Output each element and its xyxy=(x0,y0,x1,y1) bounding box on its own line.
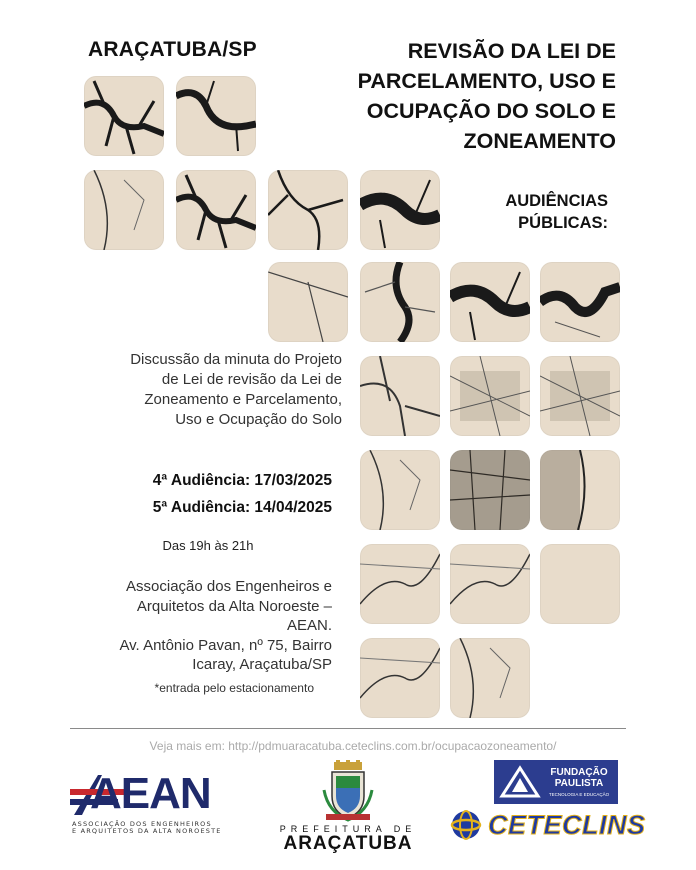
map-tile-r2-c1 xyxy=(84,170,164,250)
map-fragment-icon xyxy=(450,544,530,624)
map-tile-r5-c3 xyxy=(360,450,440,530)
map-fragment-icon xyxy=(360,450,440,530)
fundacao-paulista-logo xyxy=(494,760,618,804)
aean-logo xyxy=(68,765,228,837)
map-fragment-icon xyxy=(540,450,620,530)
map-tile-r1-c1 xyxy=(84,76,164,156)
prefeitura-city: ARAÇATUBA xyxy=(283,833,413,854)
fundacao-subtitle: TECNOLOGIA E EDUCAÇÃO xyxy=(548,792,610,797)
fundacao-title-line: PAULISTA xyxy=(554,778,604,789)
map-fragment-icon xyxy=(540,356,620,436)
map-tile-r3-c4 xyxy=(450,262,530,342)
map-tile-r5-c5 xyxy=(540,450,620,530)
map-tile-r7-c3 xyxy=(360,638,440,718)
aean-subtitle-line: E ARQUITETOS DA ALTA NOROESTE xyxy=(72,827,222,835)
map-tile-r2-c2 xyxy=(176,170,256,250)
map-fragment-icon xyxy=(360,544,440,624)
map-fragment-icon xyxy=(540,262,620,342)
map-fragment-icon xyxy=(268,262,348,342)
page-title xyxy=(330,36,616,156)
map-tile-r3-c2 xyxy=(268,262,348,342)
aean-subtitle xyxy=(72,821,232,835)
map-fragment-icon xyxy=(360,638,440,718)
map-fragment-icon xyxy=(540,544,620,624)
map-fragment-icon xyxy=(84,170,164,250)
prefeitura-logo xyxy=(268,760,428,855)
map-tile-r2-c3 xyxy=(268,170,348,250)
prefeitura-label: PREFEITURA DE xyxy=(279,824,417,834)
audiencias-heading xyxy=(470,190,608,234)
map-fragment-icon xyxy=(84,76,164,156)
event-time: Das 19h às 21h xyxy=(162,538,254,553)
address-line: Associação dos Engenheiros e xyxy=(126,578,332,595)
audiencias-line: PÚBLICAS: xyxy=(518,214,608,232)
map-tile-r3-c5 xyxy=(540,262,620,342)
audiencia-dates xyxy=(100,467,332,521)
map-tile-r4-c5 xyxy=(540,356,620,436)
audiencia-4-date: 4ª Audiência: 17/03/2025 xyxy=(152,472,332,489)
footer-divider xyxy=(70,728,626,729)
globe-icon xyxy=(448,809,484,841)
map-tile-r6-c5 xyxy=(540,544,620,624)
map-tile-r4-c3 xyxy=(360,356,440,436)
fundacao-emblem-icon xyxy=(498,762,542,802)
description-line: Uso e Ocupação do Solo xyxy=(175,411,342,428)
address-line: Arquitetos da Alta Noroeste – xyxy=(136,597,332,615)
city-heading: ARAÇATUBA/SP xyxy=(88,38,257,61)
description-line: Discussão da minuta do Projeto xyxy=(130,351,342,368)
map-tile-r1-c2 xyxy=(176,76,256,156)
address-line: AEAN. xyxy=(286,617,332,634)
map-fragment-icon xyxy=(450,356,530,436)
aean-wordmark: AEAN xyxy=(90,769,211,818)
title-line: ZONEAMENTO xyxy=(463,129,616,153)
map-fragment-icon xyxy=(450,638,530,718)
address-line: Icaray, Araçatuba/SP xyxy=(192,656,332,673)
audiencias-line: AUDIÊNCIAS xyxy=(505,192,608,210)
ceteclins-logo xyxy=(448,808,648,842)
map-fragment-icon xyxy=(360,356,440,436)
description-line: Zoneamento e Parcelamento, xyxy=(144,391,342,408)
map-tile-r5-c4 xyxy=(450,450,530,530)
address-line: Av. Antônio Pavan, nº 75, Bairro xyxy=(119,636,332,654)
map-fragment-icon xyxy=(360,262,440,342)
event-address xyxy=(70,577,332,675)
title-line: OCUPAÇÃO DO SOLO E xyxy=(366,99,616,123)
map-fragment-icon xyxy=(360,170,440,250)
fundacao-title-line: FUNDAÇÃO xyxy=(550,767,608,778)
map-fragment-icon xyxy=(450,450,530,530)
title-line: PARCELAMENTO, USO E xyxy=(357,69,616,93)
more-info-link[interactable]: Veja mais em: http://pdmuaracatuba.ceteclins.com.br/ocupacaozoneamento/ xyxy=(149,739,557,753)
fundacao-title xyxy=(544,767,614,789)
map-fragment-icon xyxy=(176,76,256,156)
map-tile-r3-c3 xyxy=(360,262,440,342)
map-tile-r6-c3 xyxy=(360,544,440,624)
audiencia-5-date: 5ª Audiência: 14/04/2025 xyxy=(152,499,332,516)
map-fragment-icon xyxy=(450,262,530,342)
ceteclins-wordmark: CETECLINS xyxy=(488,810,646,840)
map-fragment-icon xyxy=(268,170,348,250)
coat-of-arms-icon xyxy=(320,760,376,822)
map-tile-r2-c4 xyxy=(360,170,440,250)
aean-subtitle-line: ASSOCIAÇÃO DOS ENGENHEIROS xyxy=(72,820,212,828)
map-tile-r7-c4 xyxy=(450,638,530,718)
description-line: de Lei de revisão da Lei de xyxy=(161,371,342,388)
map-tile-r6-c4 xyxy=(450,544,530,624)
description xyxy=(82,350,342,430)
entrance-note: *entrada pelo estacionamento xyxy=(154,681,314,695)
title-line: REVISÃO DA LEI DE xyxy=(407,39,616,63)
map-fragment-icon xyxy=(176,170,256,250)
map-tile-r4-c4 xyxy=(450,356,530,436)
